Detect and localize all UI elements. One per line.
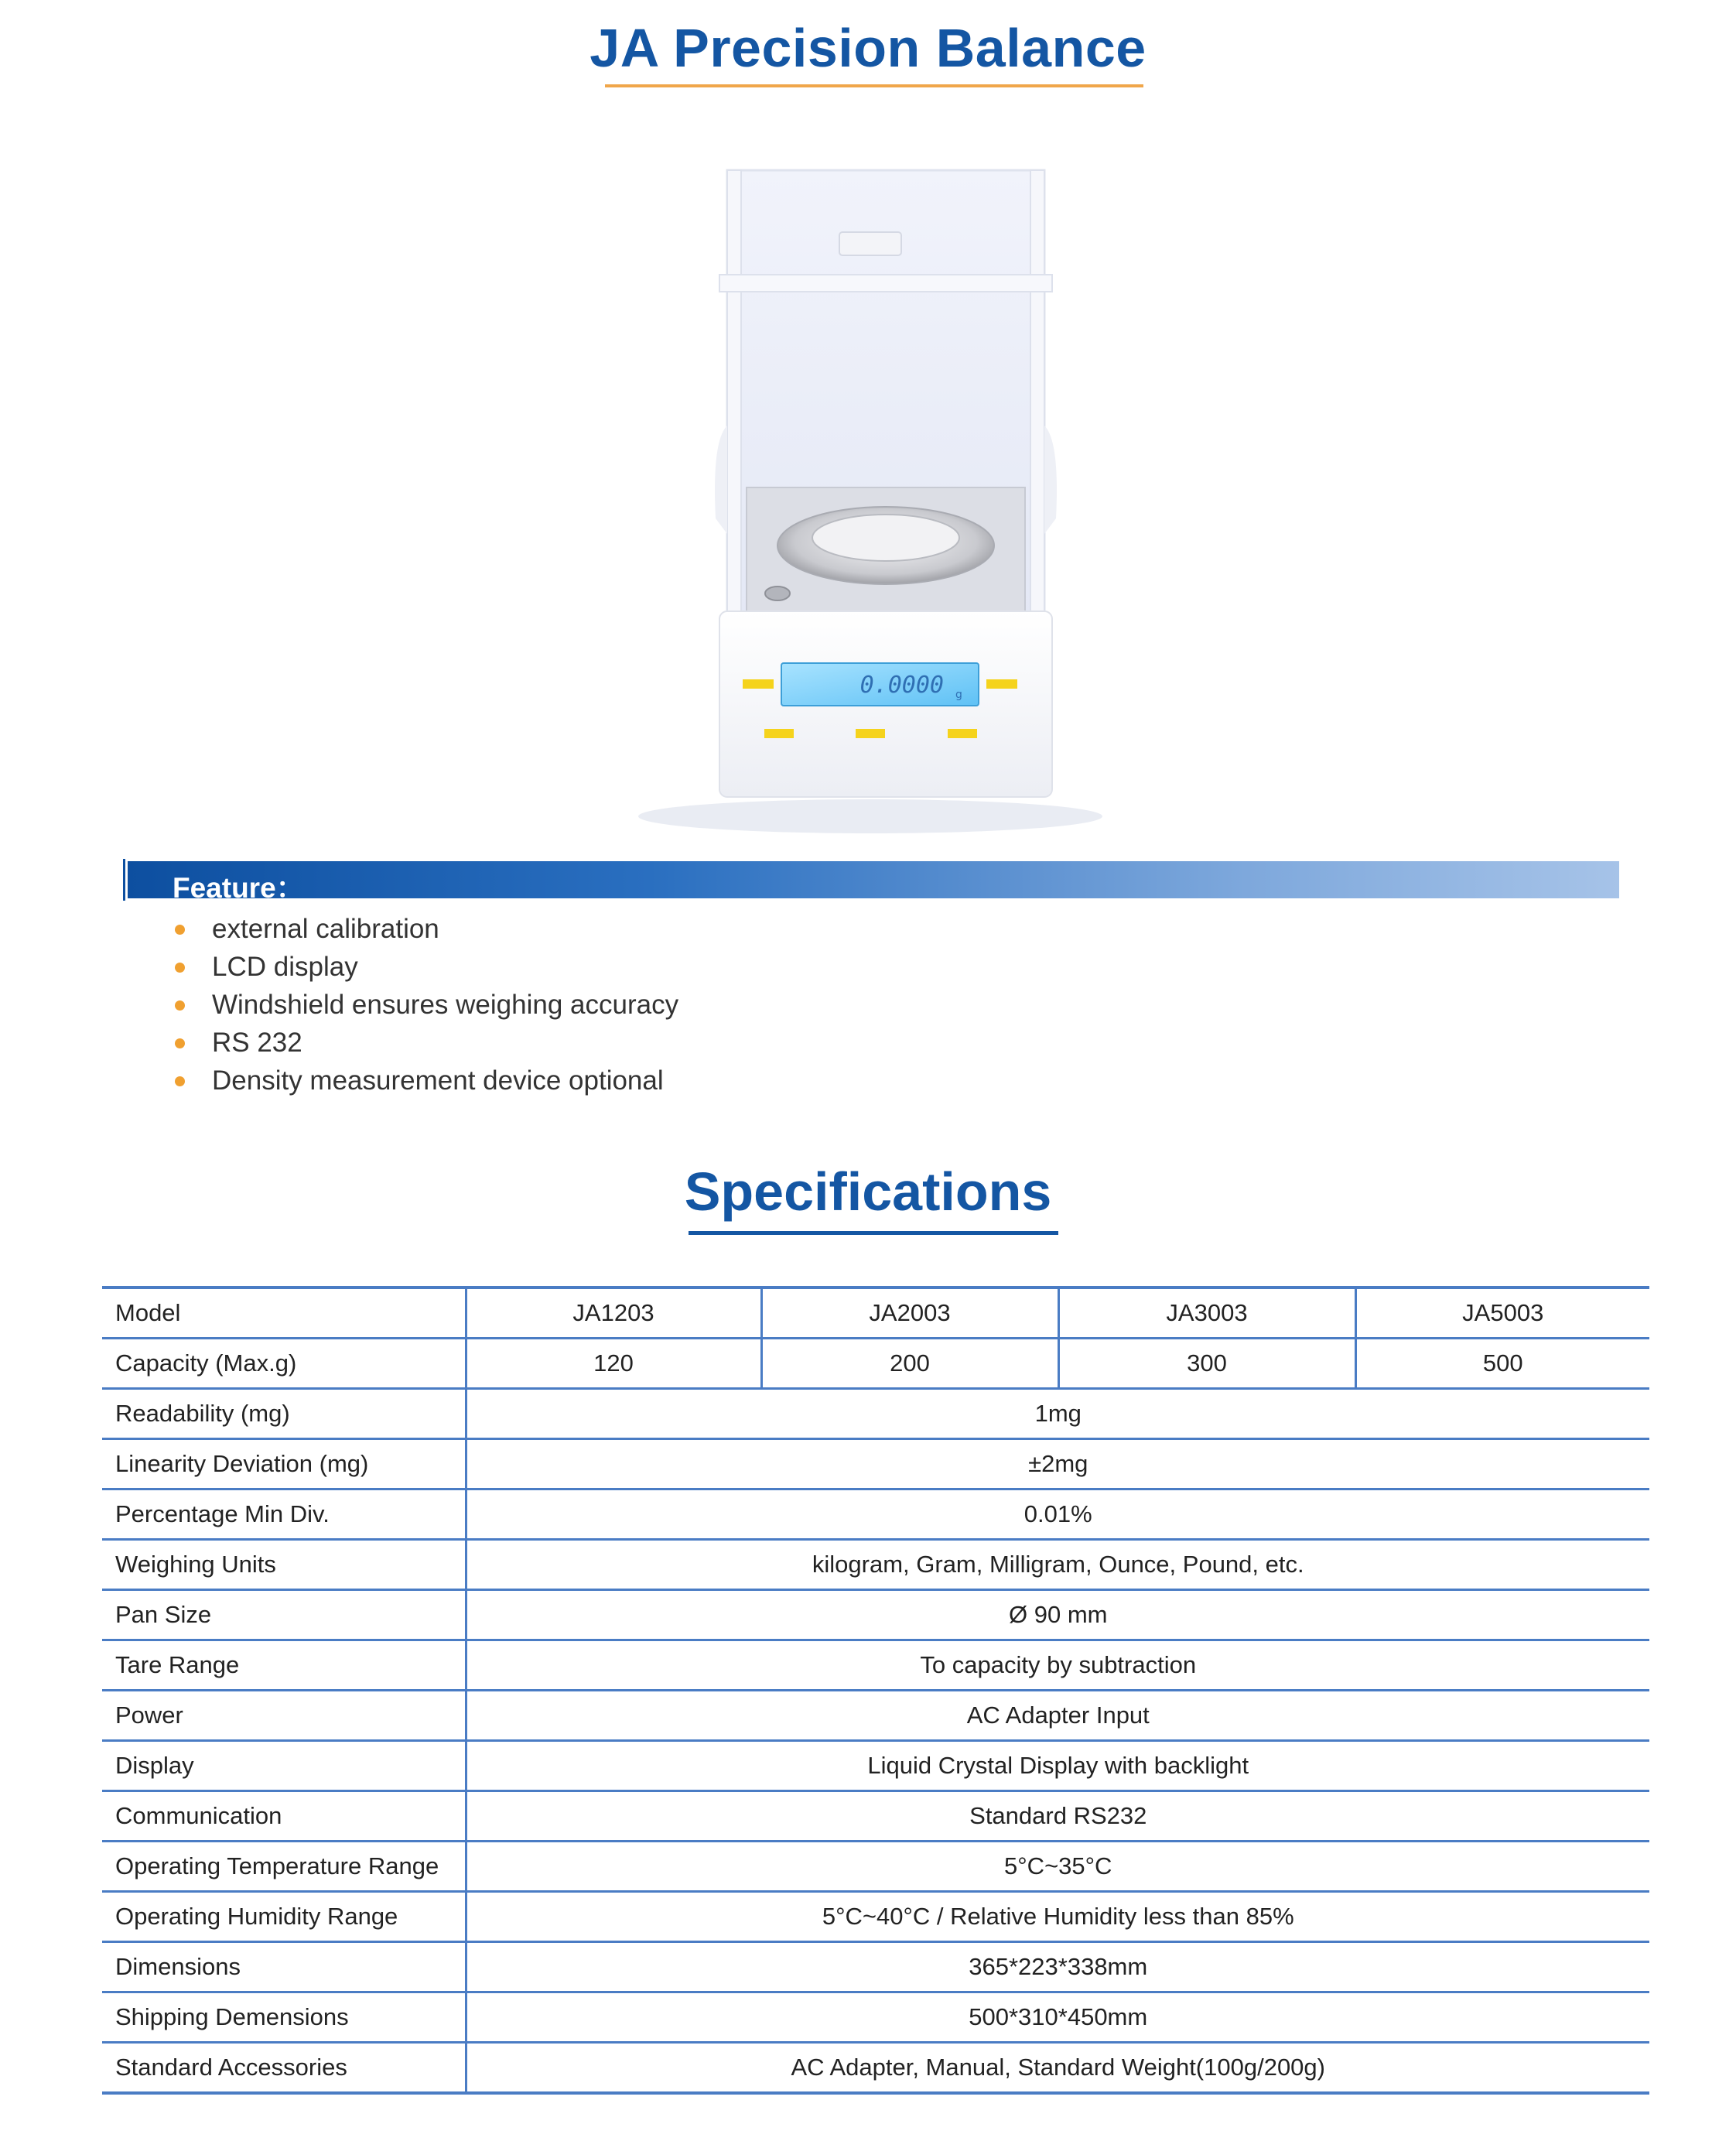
table-row bbox=[102, 1791, 1649, 1842]
row-value: AC Adapter, Manual, Standard Weight(100g/200g) bbox=[466, 2043, 1649, 2094]
row-label: Pan Size bbox=[102, 1590, 466, 1640]
feature-item: LCD display bbox=[172, 948, 678, 986]
table-row bbox=[102, 1691, 1649, 1741]
title-underline bbox=[605, 84, 1143, 87]
table-row bbox=[102, 1288, 1649, 1339]
table-row bbox=[102, 1741, 1649, 1791]
row-value: Standard RS232 bbox=[466, 1791, 1649, 1842]
row-value: Ø 90 mm bbox=[466, 1590, 1649, 1640]
row-label: Weighing Units bbox=[102, 1540, 466, 1590]
specifications-header bbox=[0, 1161, 1736, 1223]
windshield-handle bbox=[839, 232, 901, 255]
page-title: JA Precision Balance bbox=[589, 18, 1147, 78]
lcd-reading: 0.0000 bbox=[859, 672, 944, 699]
row-value: To capacity by subtraction bbox=[466, 1640, 1649, 1691]
row-label: Linearity Deviation (mg) bbox=[102, 1439, 466, 1489]
model-cell: JA3003 bbox=[1058, 1288, 1355, 1339]
table-row bbox=[102, 2043, 1649, 2094]
bullet-icon bbox=[175, 1038, 185, 1048]
row-label: Dimensions bbox=[102, 1942, 466, 1992]
feature-header-bar bbox=[128, 861, 1619, 904]
row-label: Operating Temperature Range bbox=[102, 1842, 466, 1892]
model-cell: JA1203 bbox=[466, 1288, 761, 1339]
feature-item: external calibration bbox=[172, 910, 678, 948]
cal-button bbox=[743, 679, 774, 689]
header bbox=[0, 17, 1736, 79]
table-row bbox=[102, 1640, 1649, 1691]
level-bubble bbox=[765, 587, 790, 600]
feature-item: Density measurement device optional bbox=[172, 1062, 678, 1100]
row-value: Liquid Crystal Display with backlight bbox=[466, 1741, 1649, 1791]
windshield-frame bbox=[719, 275, 1052, 292]
row-label: Percentage Min Div. bbox=[102, 1489, 466, 1540]
row-value: 5°C~35°C bbox=[466, 1842, 1649, 1892]
row-label: Model bbox=[102, 1288, 466, 1339]
capacity-cell: 200 bbox=[761, 1339, 1058, 1389]
row-value: AC Adapter Input bbox=[466, 1691, 1649, 1741]
row-value: ±2mg bbox=[466, 1439, 1649, 1489]
row-value: kilogram, Gram, Milligram, Ounce, Pound, etc. bbox=[466, 1540, 1649, 1590]
bullet-icon bbox=[175, 925, 185, 935]
table-row bbox=[102, 1389, 1649, 1439]
row-label: Standard Accessories bbox=[102, 2043, 466, 2094]
bullet-icon bbox=[175, 963, 185, 973]
lcd-unit: g bbox=[955, 689, 962, 701]
product-image bbox=[603, 116, 1137, 843]
capacity-cell: 500 bbox=[1355, 1339, 1649, 1389]
table-row bbox=[102, 1540, 1649, 1590]
mode-button bbox=[764, 729, 794, 738]
capacity-cell: 300 bbox=[1058, 1339, 1355, 1389]
table-row bbox=[102, 1339, 1649, 1389]
feature-item: Windshield ensures weighing accuracy bbox=[172, 986, 678, 1024]
row-value: 0.01% bbox=[466, 1489, 1649, 1540]
row-label: Shipping Demensions bbox=[102, 1992, 466, 2043]
row-label: Display bbox=[102, 1741, 466, 1791]
print-button bbox=[948, 729, 977, 738]
row-label: Tare Range bbox=[102, 1640, 466, 1691]
feature-heading: Feature： bbox=[173, 872, 305, 904]
row-label: Capacity (Max.g) bbox=[102, 1339, 466, 1389]
row-value: 1mg bbox=[466, 1389, 1649, 1439]
table-row bbox=[102, 1439, 1649, 1489]
specifications-title: Specifications bbox=[684, 1161, 1052, 1222]
table-row bbox=[102, 1942, 1649, 1992]
bullet-icon bbox=[175, 1076, 185, 1086]
row-value: 500*310*450mm bbox=[466, 1992, 1649, 2043]
row-label: Power bbox=[102, 1691, 466, 1741]
model-cell: JA2003 bbox=[761, 1288, 1058, 1339]
specifications-table bbox=[102, 1286, 1649, 2095]
model-cell: JA5003 bbox=[1355, 1288, 1649, 1339]
row-label: Operating Humidity Range bbox=[102, 1892, 466, 1942]
tare-button bbox=[986, 679, 1017, 689]
table-row bbox=[102, 1892, 1649, 1942]
feature-list bbox=[172, 910, 678, 1100]
row-label: Communication bbox=[102, 1791, 466, 1842]
table-row bbox=[102, 1590, 1649, 1640]
shadow bbox=[638, 799, 1102, 833]
bullet-icon bbox=[175, 1000, 185, 1011]
table-row bbox=[102, 1992, 1649, 2043]
capacity-cell: 120 bbox=[466, 1339, 761, 1389]
specifications-underline bbox=[689, 1231, 1058, 1235]
row-value: 5°C~40°C / Relative Humidity less than 85% bbox=[466, 1892, 1649, 1942]
row-label: Readability (mg) bbox=[102, 1389, 466, 1439]
on-off-button bbox=[856, 729, 885, 738]
table-row bbox=[102, 1842, 1649, 1892]
feature-item: RS 232 bbox=[172, 1024, 678, 1062]
row-value: 365*223*338mm bbox=[466, 1942, 1649, 1992]
table-row bbox=[102, 1489, 1649, 1540]
